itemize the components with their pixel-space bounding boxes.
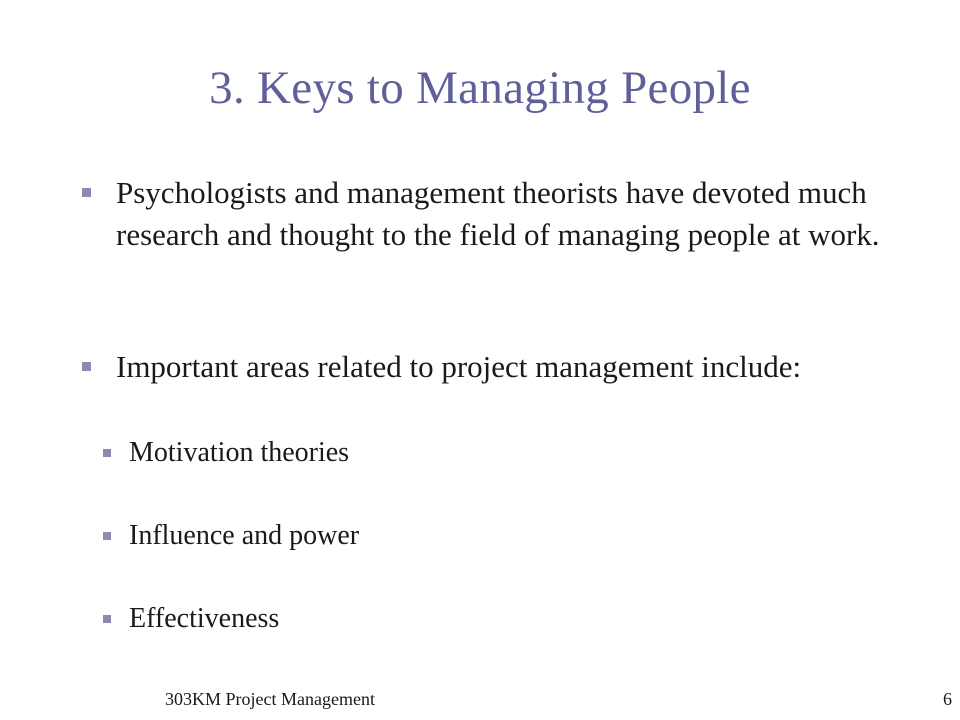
bullet-text: Important areas related to project management include: [116,349,802,384]
sub-bullet-item [103,434,863,472]
sub-bullet-text: Effectiveness [129,603,280,634]
square-bullet-icon [82,188,91,197]
square-bullet-icon [103,532,111,540]
square-bullet-icon [82,362,91,371]
square-bullet-icon [103,615,111,623]
sub-bullet-item [103,517,863,555]
slide-title: 3. Keys to Managing People [209,62,751,114]
bullet-item [82,172,902,256]
bullet-item [82,346,902,388]
square-bullet-icon [103,449,111,457]
sub-bullet-item [103,600,863,638]
bullet-text: Psychologists and management theorists have devoted much research and thought to the field of managing people at work. [116,175,880,252]
footer-page-number: 6 [943,689,952,709]
sub-bullet-text: Influence and power [129,520,360,551]
footer-course-label: 303KM Project Management [165,689,375,709]
sub-bullet-text: Motivation theories [129,437,350,468]
